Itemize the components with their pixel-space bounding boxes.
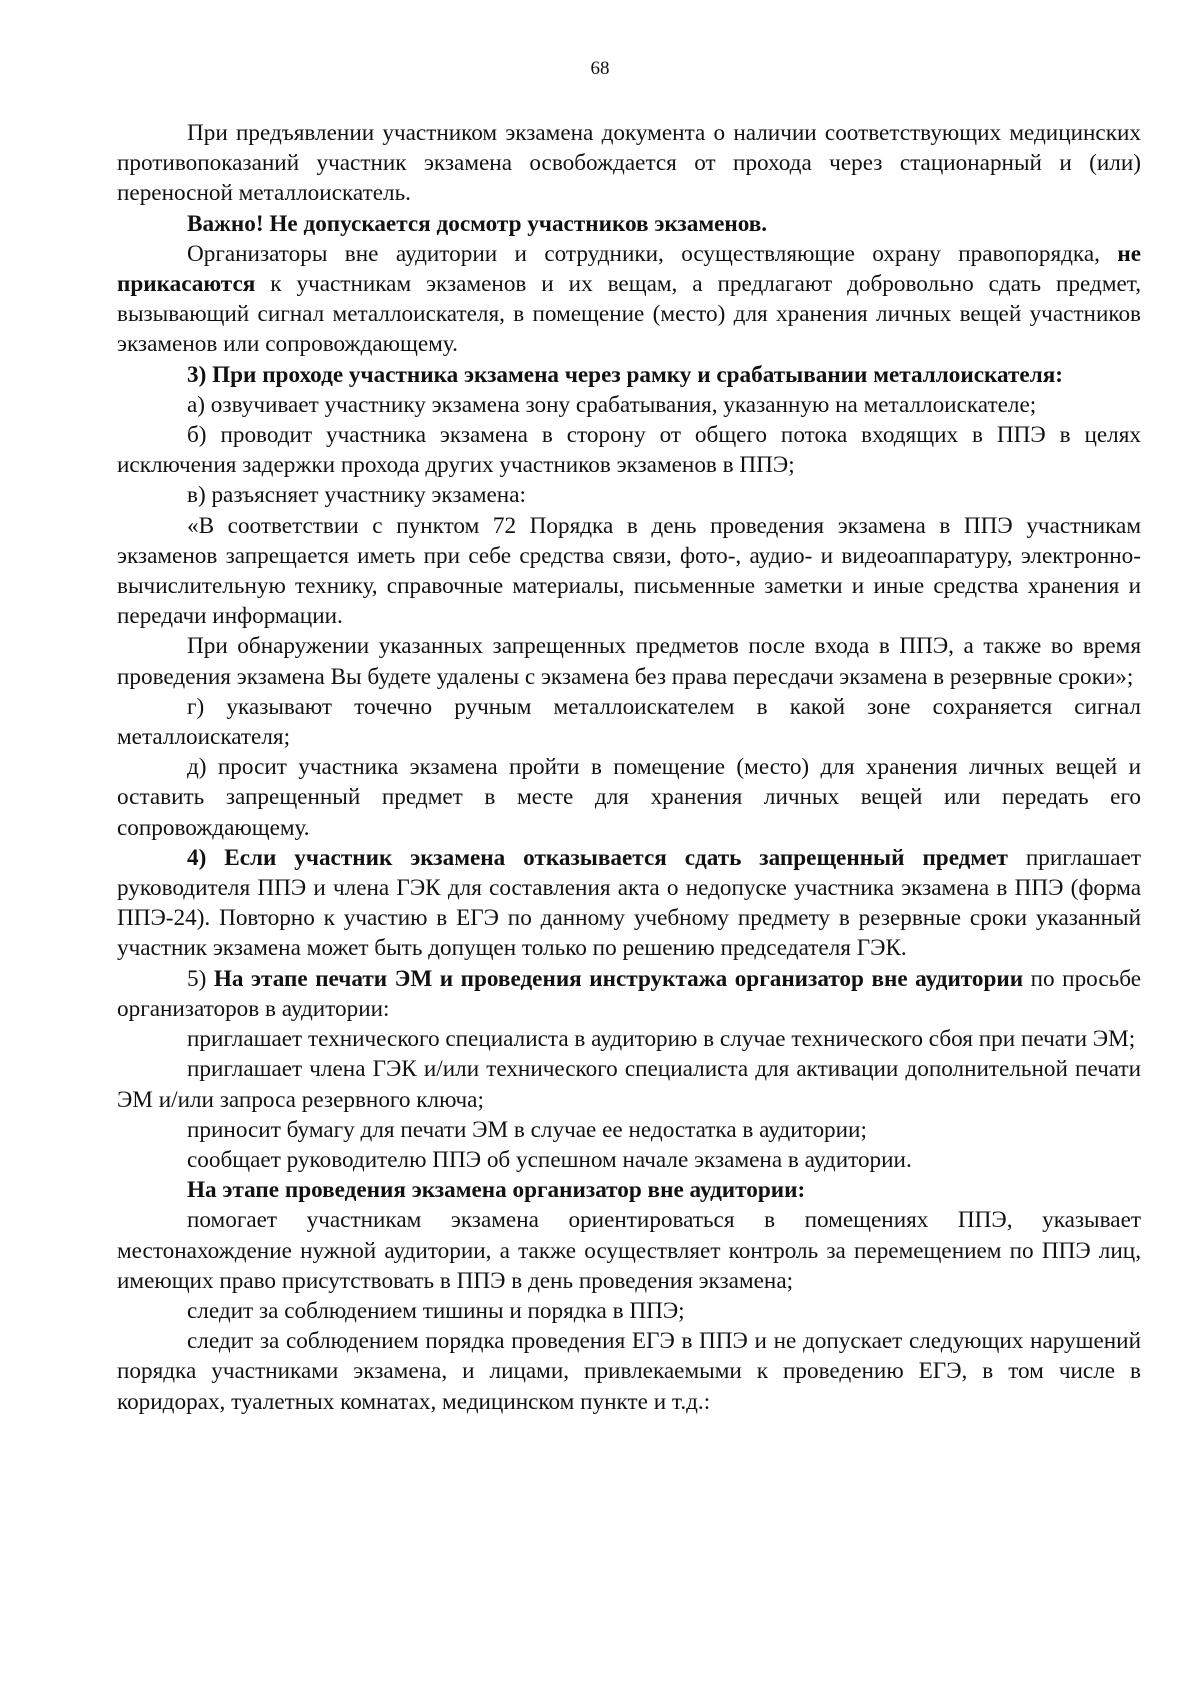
document-body [117, 118, 1141, 1417]
paragraph-important-note: Важно! Не допускается досмотр участников экзаменов. [187, 210, 768, 237]
page-number: 68 [590, 58, 610, 79]
paragraph-medical-exemption: При предъявлении участником экзамена документа о наличии соответствующих медицинских противопоказаний участник экзамена освобождается от прохода через стационарный и (или) переносной металлоискатель. [117, 120, 1141, 207]
bold-run: На этапе печати ЭМ и проведения инструктажа организатор вне аудитории [213, 965, 1024, 992]
text-run: к участникам экзаменов и их вещам, а предлагают добровольно сдать предмет, вызывающий сигнал металлоискателя, в помещение (место) для хранения личных вещей участников экзаменов или сопровождающему. [117, 271, 1141, 358]
paragraph-item-d: д) просит участника экзамена пройти в помещение (место) для хранения личных вещей и оставить запрещенный предмет в месте для хранения личных вещей или передать его сопровождающему. [117, 754, 1141, 841]
text-run: Организаторы вне аудитории и сотрудники, осуществляющие охрану правопорядка, [187, 240, 1118, 267]
paragraph-report-start: сообщает руководителю ППЭ об успешном начале экзамена в аудитории. [187, 1146, 912, 1173]
text-run: приглашает руководителя ППЭ и члена ГЭК для составления акта о недопуске участника экзамена в ППЭ (форма ППЭ-24). Повторно к участию в ЕГЭ по данному учебному предмету в резервные сроки указанный участник экзамена может быть допущен только по решению председателя ГЭК. [117, 844, 1141, 962]
paragraph-exam-stage-heading: На этапе проведения экзамена организатор вне аудитории: [187, 1177, 806, 1204]
text-run: по просьбе организаторов в аудитории: [117, 965, 1142, 1022]
bold-run: 4) Если участник экзамена отказывается сдать запрещенный предмет [187, 844, 1008, 871]
paragraph-item-5 [117, 964, 1141, 1024]
paragraph-quote-removal: При обнаружении указанных запрещенных предметов после входа в ППЭ, а также во время проведения экзамена Вы будете удалены с экзамена без права пересдачи экзамена в резервные сроки»; [117, 633, 1141, 690]
paragraph-help-orient: помогает участникам экзамена ориентироваться в помещениях ППЭ, указывает местонахождение нужной аудитории, а также осуществляет контроль за перемещением по ППЭ лиц, имеющих право присутствовать в ППЭ в день проведения экзамена; [117, 1207, 1141, 1294]
paragraph-bring-paper: приносит бумагу для печати ЭМ в случае ее недостатка в аудитории; [187, 1116, 867, 1143]
paragraph-item-b: б) проводит участника экзамена в сторону от общего потока входящих в ППЭ в целях исключения задержки прохода других участников экзаменов в ППЭ; [117, 422, 1141, 479]
paragraph-item-3-heading: 3) При проходе участника экзамена через рамку и срабатывании металлоискателя: [187, 361, 1063, 388]
paragraph-item-4 [117, 843, 1141, 964]
paragraph-organizers-no-touch [117, 239, 1141, 360]
paragraph-item-v: в) разъясняет участнику экзамена: [187, 482, 526, 509]
text-run: 5) [187, 965, 214, 992]
bold-run: не прикасаются [117, 240, 1141, 298]
paragraph-invite-gek: приглашает члена ГЭК и/или технического специалиста для активации дополнительной печати ЭМ и/или запроса резервного ключа; [117, 1056, 1141, 1113]
paragraph-violations: следит за соблюдением порядка проведения ЕГЭ в ППЭ и не допускает следующих нарушений порядка участниками экзамена, и лицами, привлекаемыми к проведению ЕГЭ, в том числе в коридорах, туалетных комнатах, медицинском пункте и т.д.: [117, 1328, 1141, 1415]
paragraph-invite-tech: приглашает технического специалиста в аудиторию в случае технического сбоя при печати ЭМ; [187, 1026, 1136, 1053]
paragraph-silence: следит за соблюдением тишины и порядка в ППЭ; [187, 1297, 685, 1324]
paragraph-quote-rules: «В соответствии с пунктом 72 Порядка в день проведения экзамена в ППЭ участникам экзаменов запрещается иметь при себе средства связи, фото-, аудио- и видеоаппаратуру, электронно-вычислительную технику, справочные материалы, письменные заметки и иные средства хранения и передачи информации. [117, 512, 1141, 630]
paragraph-item-g: г) указывают точечно ручным металлоискателем в какой зоне сохраняется сигнал металлоискателя; [117, 693, 1141, 751]
paragraph-item-a: а) озвучивает участнику экзамена зону срабатывания, указанную на металлоискателе; [187, 391, 1037, 418]
